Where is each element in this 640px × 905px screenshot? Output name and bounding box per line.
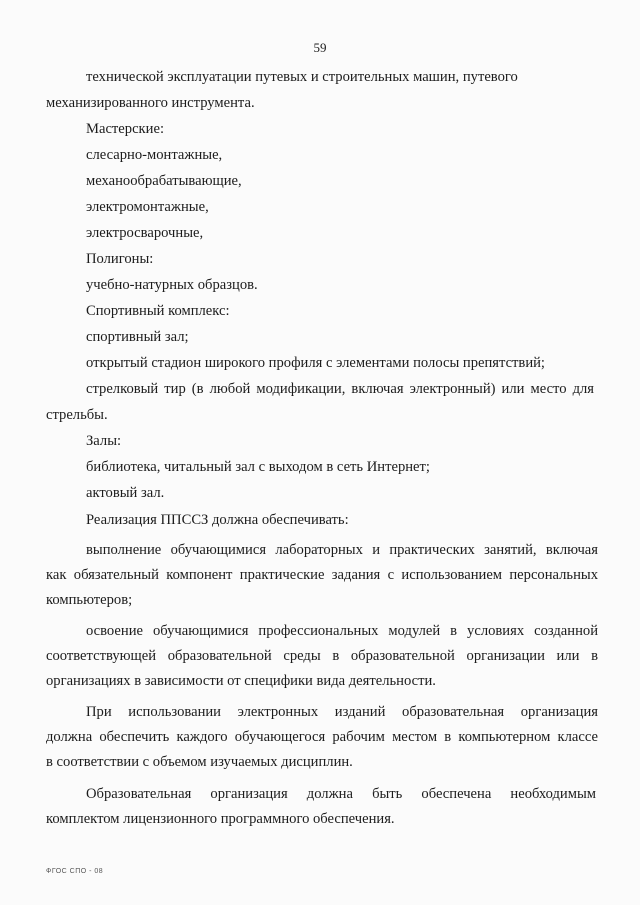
footer-mark: ФГОС СПО - 08 bbox=[46, 868, 104, 875]
text-line: библиотека, читальный зал с выходом в сеть Интернет; bbox=[86, 459, 430, 475]
text-line: освоение обучающимися профессиональных модулей в условиях созданной bbox=[86, 623, 598, 639]
text-line: спортивный зал; bbox=[86, 329, 189, 345]
text-line: Спортивный комплекс: bbox=[86, 303, 230, 319]
text-line: организациях в зависимости от специфики вида деятельности. bbox=[46, 673, 436, 689]
text-line: электромонтажные, bbox=[86, 199, 209, 215]
text-line: должна обеспечить каждого обучающегося рабочим местом в компьютерном классе bbox=[46, 729, 598, 745]
text-line: комплектом лицензионного программного обеспечения. bbox=[46, 811, 395, 827]
text-line: Мастерские: bbox=[86, 121, 164, 137]
page-number: 59 bbox=[313, 40, 327, 55]
text-line: актовый зал. bbox=[86, 485, 165, 501]
text-line: слесарно-монтажные, bbox=[86, 147, 223, 163]
text-line: механообрабатывающие, bbox=[86, 173, 242, 189]
text-line: Образовательная организация должна быть обеспечена необходимым bbox=[86, 786, 596, 802]
text-line: учебно-натурных образцов. bbox=[86, 277, 258, 293]
text-line: электросварочные, bbox=[86, 225, 204, 241]
text-line: механизированного инструмента. bbox=[46, 95, 255, 111]
text-line: компьютеров; bbox=[46, 592, 133, 608]
text-line: выполнение обучающимися лабораторных и практических занятий, включая bbox=[86, 542, 598, 558]
text-line: стрелковый тир (в любой модификации, включая электронный) или место для bbox=[86, 381, 594, 397]
text-line: При использовании электронных изданий образовательная организация bbox=[86, 704, 598, 720]
text-line: стрельбы. bbox=[46, 407, 108, 423]
text-line: в соответствии с объемом изучаемых дисциплин. bbox=[46, 754, 353, 770]
text-line: Полигоны: bbox=[86, 251, 154, 267]
text-line: открытый стадион широкого профиля с элементами полосы препятствий; bbox=[86, 355, 545, 371]
text-line: Реализация ППССЗ должна обеспечивать: bbox=[86, 512, 349, 528]
text-line: Залы: bbox=[86, 433, 122, 449]
text-line: технической эксплуатации путевых и строительных машин, путевого bbox=[86, 69, 518, 85]
text-line: как обязательный компонент практические задания с использованием персональных bbox=[46, 567, 598, 583]
text-line: соответствующей образовательной среды в образовательной организации или в bbox=[46, 648, 598, 664]
